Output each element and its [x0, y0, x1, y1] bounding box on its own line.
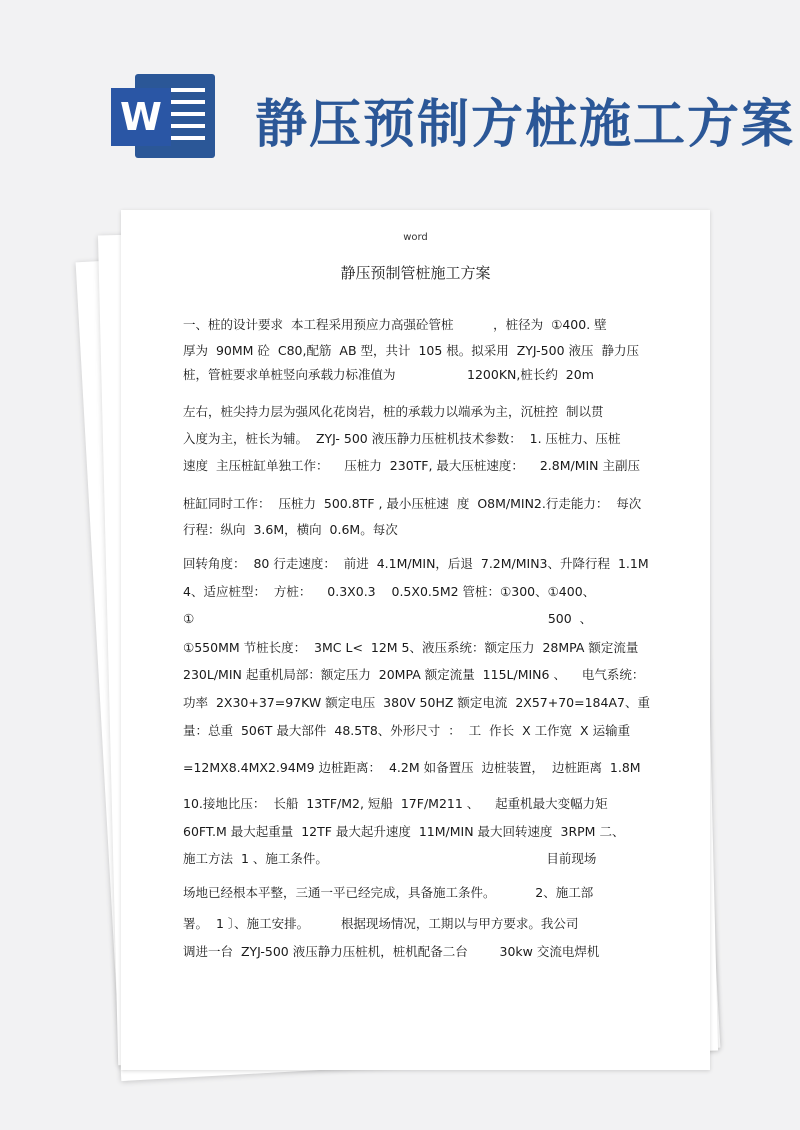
body-line: 速度 主压桩缸单独工作： 压桩力 230TF, 最大压桩速度： 2.8M/MIN 主副压	[183, 458, 640, 473]
page-title: 静压预制管桩施工方案	[340, 264, 491, 282]
body-line: 回转角度： 80 行走速度： 前进 4.1M/MIN，后退 7.2M/MIN3、升降行程 1.1M	[183, 556, 649, 571]
document-page	[121, 210, 710, 1070]
body-line: 功率 2X30+37=97KW 额定电压 380V 50HZ 额定电流 2X57+70=184A7、重	[183, 695, 650, 710]
body-line: 量：总重 506T 最大部件 48.5T8、外形尺寸 ： 工 作长 X 工作宽 X 运输重	[183, 723, 631, 738]
body-line: 行程：纵向 3.6M，横向 0.6M。每次	[183, 522, 398, 537]
body-line: 署。 1 〕、施工安排。 根据现场情况，工期以与甲方要求。我公司	[183, 916, 579, 931]
body-line: 场地已经根本平整，三通一平已经完成，具备施工条件。 2、施工部	[183, 885, 594, 900]
body-line: 入度为主，桩长为辅。 ZYJ- 500 液压静力压桩机技术参数： 1. 压桩力、压桩	[183, 431, 621, 446]
body-line: ① 500 、	[183, 611, 593, 626]
body-line: 10.接地比压： 长船 13TF/M2, 短船 17F/M211 、 起重机最大变幅力矩	[183, 796, 608, 811]
body-line: 230L/MIN 起重机局部：额定压力 20MPA 额定流量 115L/MIN6 、 电气系统：	[183, 667, 645, 682]
word-logo-letter: W	[111, 88, 171, 146]
banner	[0, 0, 800, 200]
body-line: =12MX8.4MX2.94M9 边桩距离： 4.2M 如备置压 边桩装置， 边桩距离 1.8M	[183, 760, 641, 775]
word-logo-icon	[111, 74, 215, 158]
body-line: 厚为 90MM 砼 C80,配筋 AB 型，共计 105 根。拟采用 ZYJ-500 液压 静力压	[183, 343, 639, 358]
body-line: 施工方法 1 、施工条件。 目前现场	[183, 851, 597, 866]
body-line: 桩缸同时工作： 压桩力 500.8TF , 最小压桩速 度 O8M/MIN2.行走能力： 每次	[183, 496, 642, 511]
body-line: 左右，桩尖持力层为强风化花岗岩，桩的承载力以端承为主，沉桩控 制以贯	[183, 404, 604, 419]
banner-title: 静压预制方桩施工方案	[255, 94, 796, 155]
body-line: 一、桩的设计要求 本工程采用预应力高强砼管桩 ，桩径为 ①400. 壁	[183, 317, 607, 332]
page-header: word	[403, 232, 428, 243]
body-line: 调进一台 ZYJ-500 液压静力压桩机，桩机配备二台 30kw 交流电焊机	[183, 944, 600, 959]
body-line: 桩，管桩要求单桩竖向承载力标准值为 1200KN,桩长约 20m	[183, 367, 594, 382]
body-line: 4、适应桩型： 方桩： 0.3X0.3 0.5X0.5M2 管桩：①300、①400、	[183, 584, 596, 599]
body-line: ①550MM 节桩长度： 3MC L< 12M 5、液压系统：额定压力 28MPA 额定流量	[183, 640, 639, 655]
body-line: 60FT.M 最大起重量 12TF 最大起升速度 11M/MIN 最大回转速度 3RPM 二、	[183, 824, 625, 839]
